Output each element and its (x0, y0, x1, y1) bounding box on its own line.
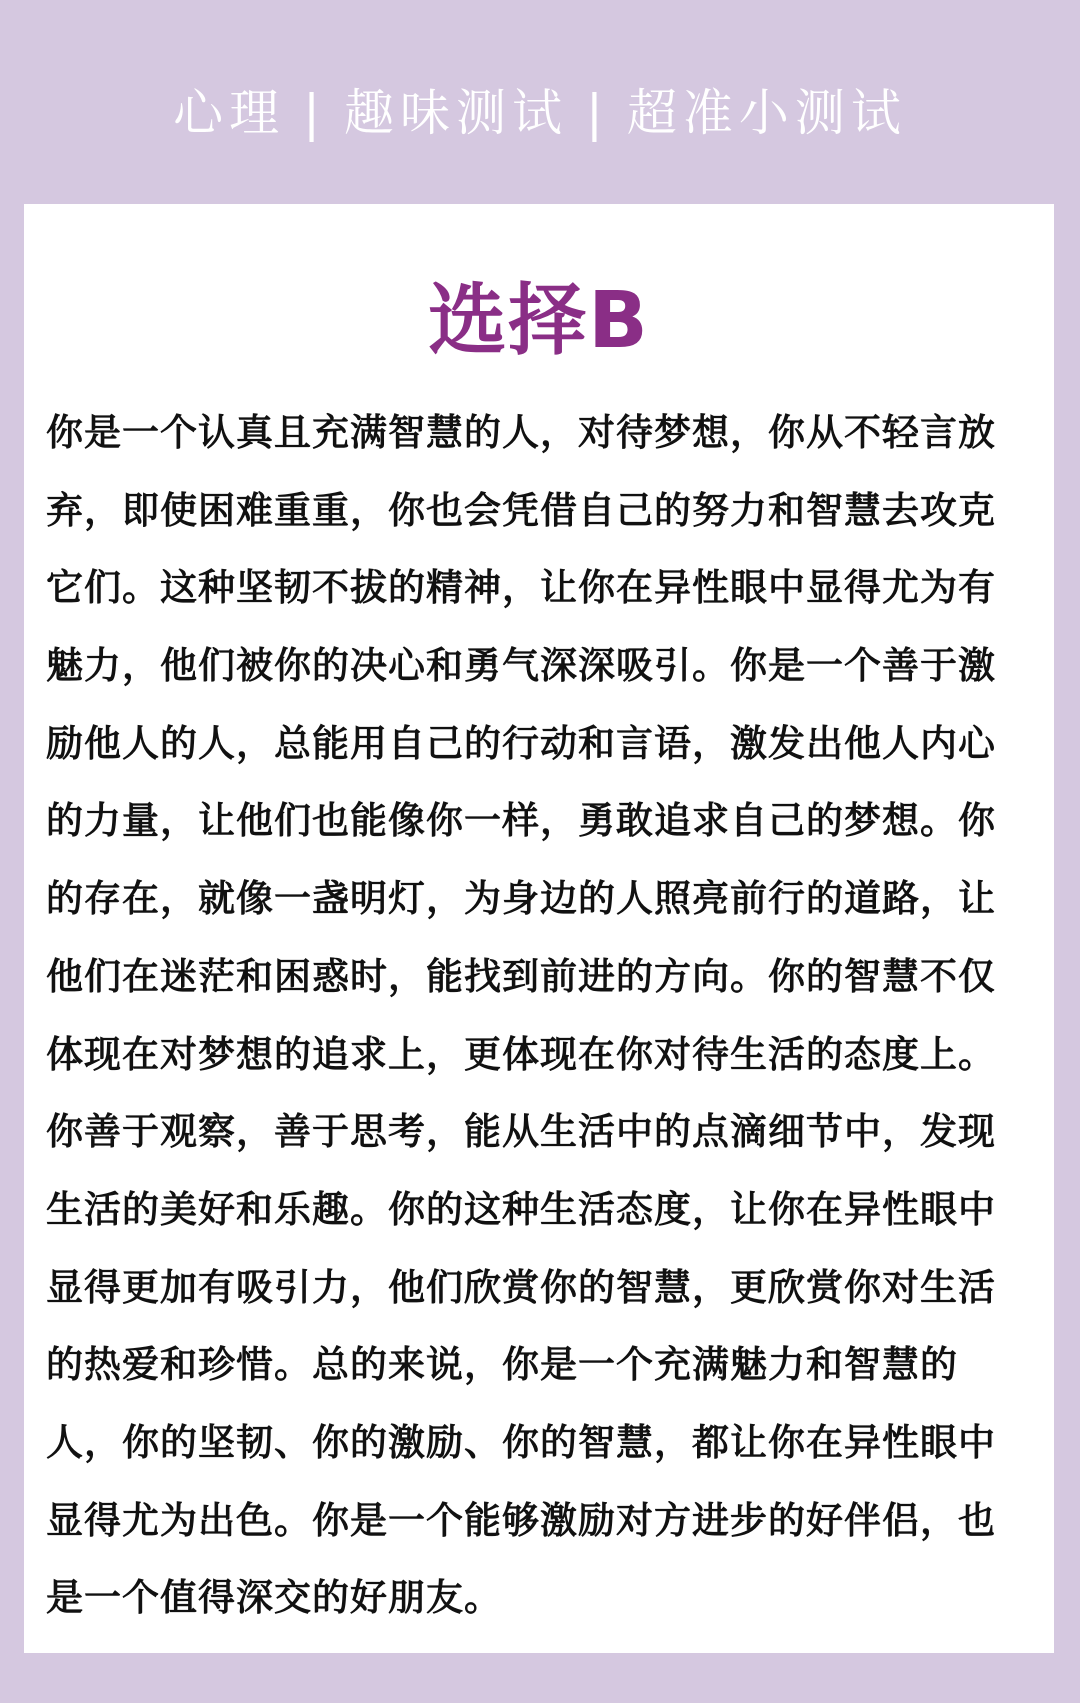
header-separator: | (303, 84, 326, 142)
header-category: 心理 (173, 84, 286, 142)
header-banner (0, 78, 1080, 148)
description-line: 的热爱和珍惜。总的来说，你是一个充满魅力和智慧的 (46, 1343, 958, 1387)
result-title: 选择B (428, 276, 650, 366)
header-tagline: 超准小测试 (626, 84, 907, 142)
description-line: 它们。这种坚韧不拔的精神，让你在异性眼中显得尤为有 (46, 566, 996, 610)
description-line: 魅力，他们被你的决心和勇气深深吸引。你是一个善于激 (46, 644, 996, 688)
description-line: 弃，即使困难重重，你也会凭借自己的努力和智慧去攻克 (46, 488, 996, 532)
description-line: 他们在迷茫和困惑时，能找到前进的方向。你的智慧不仅 (46, 954, 996, 998)
header-separator: | (586, 84, 609, 142)
result-description (46, 394, 1036, 1637)
description-line: 是一个值得深交的好朋友。 (46, 1576, 502, 1620)
description-line: 你是一个认真且充满智慧的人，对待梦想，你从不轻言放 (46, 411, 996, 454)
content-card (24, 204, 1054, 1653)
header-subcategory: 趣味测试 (344, 84, 568, 142)
description-line: 的存在，就像一盏明灯，为身边的人照亮前行的道路，让 (46, 877, 996, 921)
description-line: 显得更加有吸引力，他们欣赏你的智慧，更欣赏你对生活 (46, 1265, 996, 1309)
description-line: 体现在对梦想的追求上，更体现在你对待生活的态度上。 (46, 1032, 996, 1076)
description-line: 你善于观察，善于思考，能从生活中的点滴细节中，发现 (46, 1110, 996, 1154)
description-line: 显得尤为出色。你是一个能够激励对方进步的好伴侣，也 (46, 1498, 996, 1542)
description-line: 的力量，让他们也能像你一样，勇敢追求自己的梦想。你 (46, 799, 996, 843)
description-line: 人，你的坚韧、你的激励、你的智慧，都让你在异性眼中 (46, 1420, 996, 1464)
description-line: 励他人的人，总能用自己的行动和言语，激发出他人内心 (46, 721, 996, 765)
description-line: 生活的美好和乐趣。你的这种生活态度，让你在异性眼中 (46, 1187, 996, 1231)
